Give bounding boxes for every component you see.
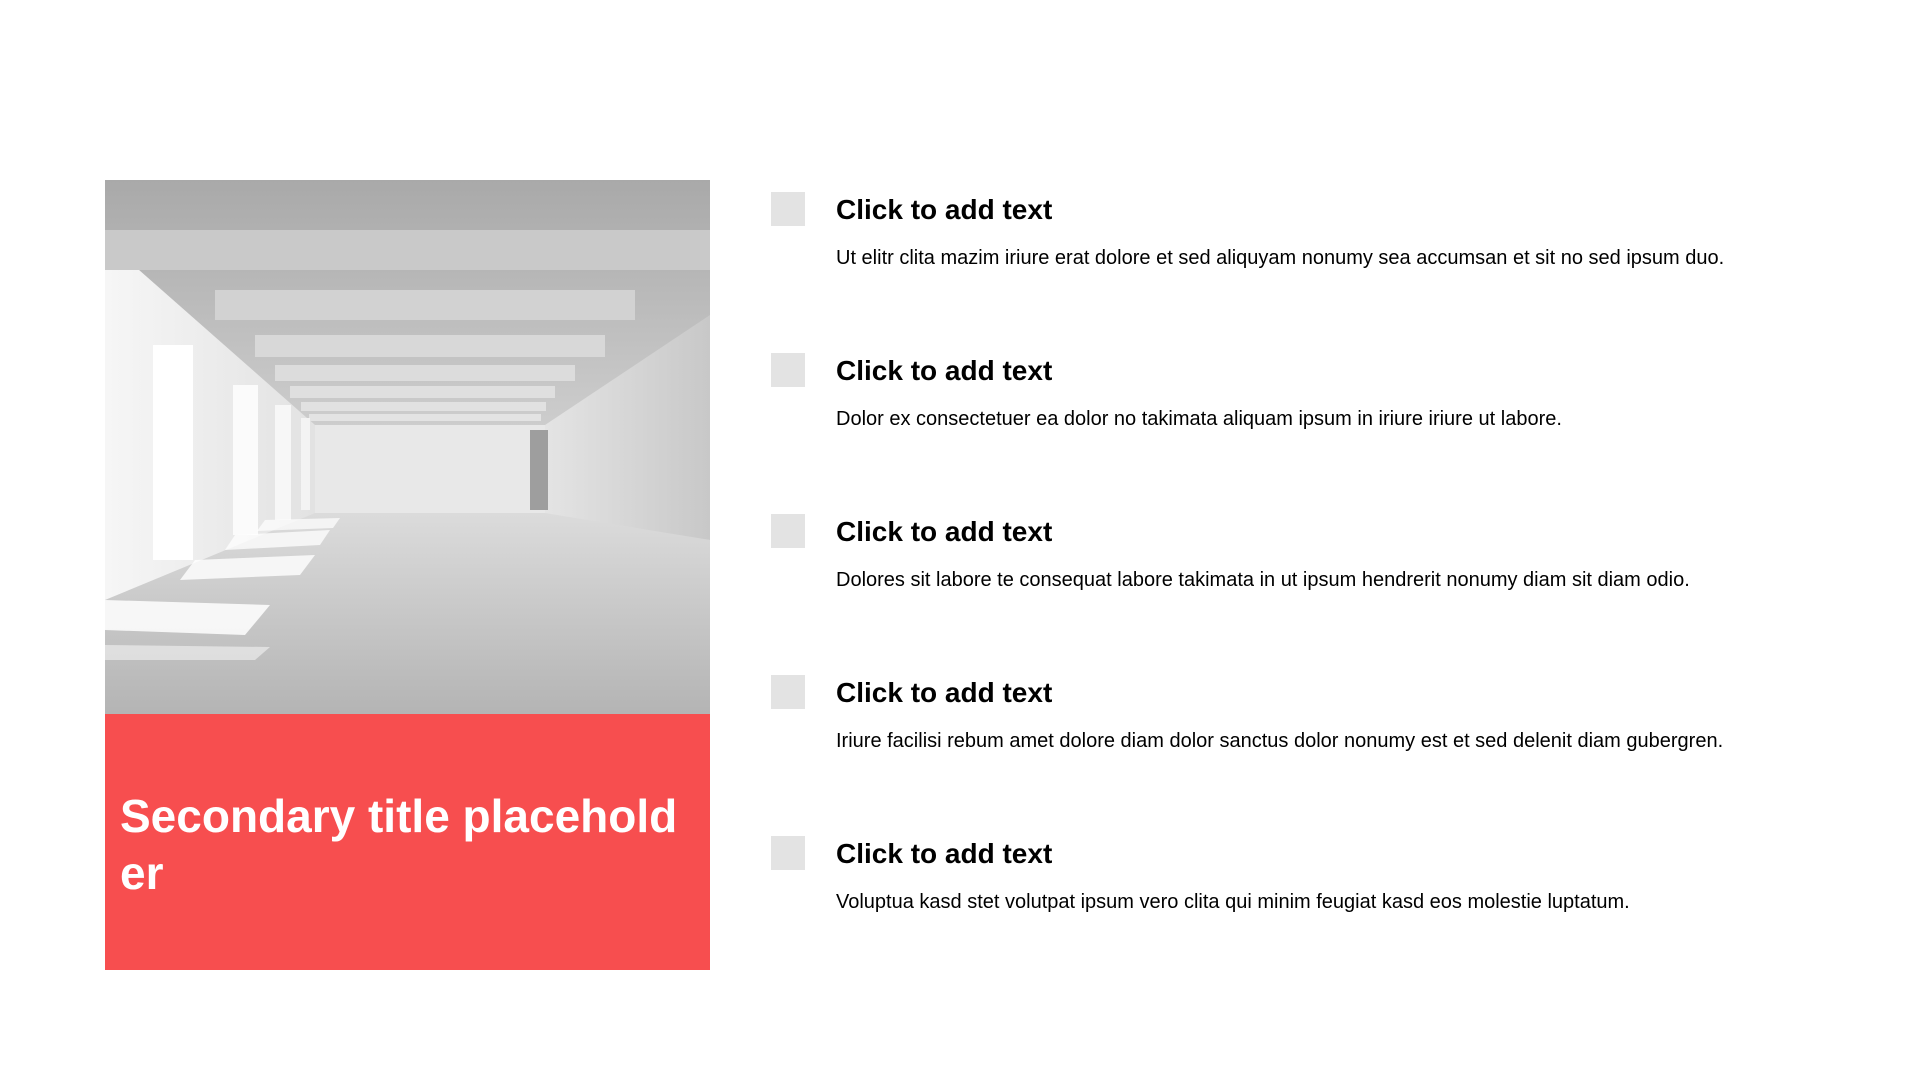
list-item bbox=[771, 825, 1821, 955]
item-heading[interactable]: Click to add text bbox=[836, 355, 1053, 386]
item-body[interactable]: Dolor ex consectetuer ea dolor no takimata aliquam ipsum in iriure iriure ut labore. bbox=[836, 408, 1562, 430]
item-body[interactable]: Ut elitr clita mazim iriure erat dolore et sed aliquyam nonumy sea accumsan et sit no sed ipsum duo. bbox=[836, 247, 1725, 269]
item-heading[interactable]: Click to add text bbox=[836, 516, 1053, 547]
list-item bbox=[771, 503, 1821, 633]
list-item bbox=[771, 181, 1821, 311]
item-body[interactable]: Iriure facilisi rebum amet dolore diam dolor sanctus dolor nonumy est et sed delenit diam gubergren. bbox=[836, 730, 1724, 752]
list-item bbox=[771, 664, 1821, 794]
square-marker-icon bbox=[771, 836, 805, 870]
item-heading[interactable]: Click to add text bbox=[836, 194, 1053, 225]
square-marker-icon bbox=[771, 192, 805, 226]
corridor-image[interactable] bbox=[105, 180, 710, 714]
item-body[interactable]: Dolores sit labore te consequat labore takimata in ut ipsum hendrerit nonumy diam sit diam odio. bbox=[836, 569, 1690, 591]
item-body[interactable]: Voluptua kasd stet volutpat ipsum vero clita qui minim feugiat kasd eos molestie luptatum. bbox=[836, 891, 1630, 913]
item-heading[interactable]: Click to add text bbox=[836, 677, 1053, 708]
square-marker-icon bbox=[771, 514, 805, 548]
corridor-photo-icon bbox=[105, 180, 710, 714]
list-item bbox=[771, 342, 1821, 472]
secondary-title[interactable]: Secondary title placeholder bbox=[120, 790, 678, 899]
square-marker-icon bbox=[771, 353, 805, 387]
square-marker-icon bbox=[771, 675, 805, 709]
secondary-title-box[interactable] bbox=[105, 714, 710, 970]
item-heading[interactable]: Click to add text bbox=[836, 838, 1053, 869]
